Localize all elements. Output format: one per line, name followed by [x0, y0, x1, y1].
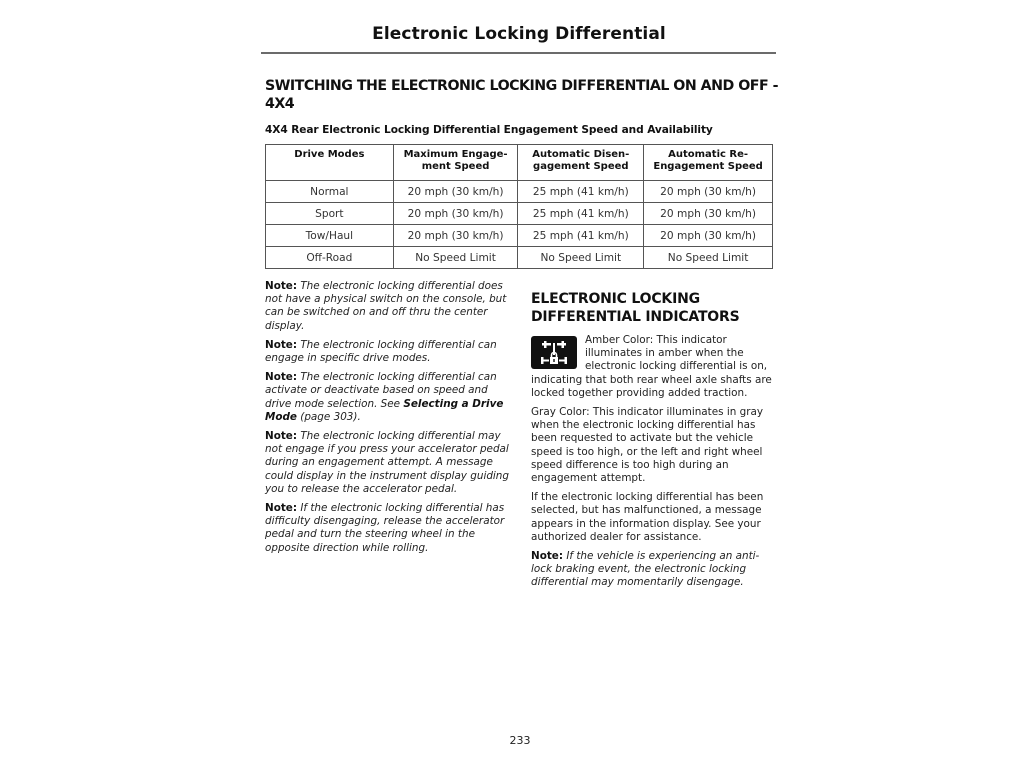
table-cell: 20 mph (30 km/h) [393, 181, 518, 203]
section-heading: SWITCHING THE ELECTRONIC LOCKING DIFFERENTIAL ON AND OFF - 4X4 [265, 78, 779, 112]
column-header-auto-disengagement: Automatic Disen- gagement Speed [518, 145, 644, 181]
selecting-drive-mode-link[interactable]: Selecting a Drive Mode [265, 397, 504, 423]
table-cell: 20 mph (30 km/h) [644, 203, 773, 225]
gray-description: Gray Color: This indicator illuminates in gray when the electronic locking differential has been requested to activate but the vehicle speed is too high, or the left and right wheel speed difference is too high during an engagement attempt. [531, 406, 764, 485]
table-cell: 20 mph (30 km/h) [644, 225, 773, 247]
page-reference: (page 303). [300, 410, 361, 423]
notes-column [265, 280, 513, 561]
table-row [266, 181, 773, 203]
table-cell: 25 mph (41 km/h) [518, 203, 644, 225]
page-title: Electronic Locking Differential [372, 24, 666, 44]
table-cell: No Speed Limit [644, 247, 773, 269]
malfunction-description: If the electronic locking differential has been selected, but has malfunctioned, a message appears in the information display. See your authorized dealer for assistance. [531, 491, 764, 543]
speed-table [265, 144, 773, 269]
table-cell: Normal [266, 181, 394, 203]
title-divider [261, 52, 776, 54]
table-header-row [266, 145, 773, 181]
table-cell: No Speed Limit [518, 247, 644, 269]
amber-description: Amber Color: This indicator illuminates in amber when the electronic locking differential is on, indicating that both rear wheel axle shafts are locked together providing added traction. [531, 334, 772, 399]
note-disengaging: Note: If the electronic locking differential has difficulty disengaging, release the accelerator pedal and turn the steering wheel in the opposite direction while rolling. [265, 502, 505, 554]
locking-differential-icon [531, 336, 577, 369]
table-cell: Sport [266, 203, 394, 225]
table-row [266, 225, 773, 247]
note-physical-switch: Note: The electronic locking differential does not have a physical switch on the console, but can be switched on and off thru the center display. [265, 280, 507, 332]
table-row [266, 203, 773, 225]
table-row [266, 247, 773, 269]
table-cell: 25 mph (41 km/h) [518, 181, 644, 203]
column-header-max-engagement: Maximum Engage- ment Speed [393, 145, 518, 181]
table-cell: 25 mph (41 km/h) [518, 225, 644, 247]
table-cell: Off-Road [266, 247, 394, 269]
indicators-column [531, 290, 777, 596]
table-caption: 4X4 Rear Electronic Locking Differential Engagement Speed and Availability [265, 124, 713, 136]
page-number: 233 [509, 734, 531, 747]
note-drive-modes: Note: The electronic locking differential can engage in specific drive modes. [265, 338, 497, 365]
table-cell: 20 mph (30 km/h) [393, 203, 518, 225]
note-speed-selection: Note: The electronic locking differential can activate or deactivate based on speed and drive mode selection. See Selecting a Drive Mode (page 303). [265, 371, 504, 423]
table-cell: 20 mph (30 km/h) [393, 225, 518, 247]
note-accelerator: Note: The electronic locking differential may not engage if you press your accelerator pedal during an engagement attempt. A message could display in the instrument display guiding you to release the accelerator pedal. [265, 430, 509, 495]
table-cell: 20 mph (30 km/h) [644, 181, 773, 203]
indicators-heading: ELECTRONIC LOCKING DIFFERENTIAL INDICATORS [531, 291, 740, 325]
column-header-auto-reengagement: Automatic Re- Engagement Speed [644, 145, 773, 181]
note-anti-lock: Note: If the vehicle is experiencing an anti-lock braking event, the electronic locking differential may momentarily disengage. [531, 550, 760, 589]
table-cell: No Speed Limit [393, 247, 518, 269]
table-cell: Tow/Haul [266, 225, 394, 247]
column-header-drive-modes: Drive Modes [266, 145, 394, 181]
